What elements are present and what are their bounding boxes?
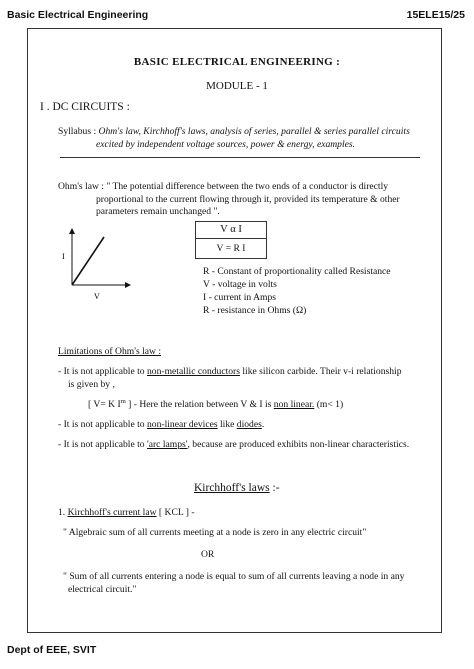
limitation-item-1: [58, 366, 402, 377]
limitation-item-1-line2: is given by ,: [68, 379, 115, 390]
nonlinear-formula: [88, 398, 343, 410]
kirchhoff-heading-suffix: :-: [269, 482, 280, 494]
vi-graph: [58, 223, 138, 303]
limitation-text: like silicon carbide. Their v-i relationship: [239, 366, 402, 377]
limitation-emphasis: 'arc lamps': [147, 439, 188, 450]
kcl-heading: [58, 507, 195, 518]
kirchhoff-heading: [194, 482, 280, 494]
module-heading: MODULE - 1: [206, 80, 268, 92]
ohms-law-line2: proportional to the current flowing through it, provided its temperature & other: [96, 194, 400, 205]
syllabus-text: Ohm's law, Kirchhoff's laws, analysis of series, parallel & series parallel circuits: [98, 126, 410, 137]
limitation-text: - It is not applicable to: [58, 439, 147, 450]
limitation-item-3: [58, 439, 409, 450]
ohms-law-line3: parameters remain unchanged ".: [96, 206, 220, 217]
formula-exponent: m: [120, 398, 126, 405]
graph-x-label: V: [94, 292, 100, 301]
vi-line: [72, 237, 104, 285]
definition-item: I - current in Amps: [203, 292, 277, 303]
limitation-text: .: [261, 419, 265, 430]
kcl-statement-2-line1: " Sum of all currents entering a node is equal to sum of all currents leaving a node in any: [63, 571, 405, 582]
document-title: BASIC ELECTRICAL ENGINEERING :: [133, 56, 341, 68]
kcl-number: 1.: [58, 507, 68, 518]
limitation-text: - It is not applicable to: [58, 419, 147, 430]
kcl-statement-2-line2: electrical circuit.": [68, 584, 137, 595]
or-separator: OR: [201, 549, 215, 560]
ohms-formula-box: [195, 221, 267, 259]
limitation-emphasis: non-metallic conductors: [147, 366, 240, 377]
limitation-item-2: [58, 419, 264, 430]
formula-text: (m< 1): [314, 399, 344, 411]
limitation-emphasis: non-linear devices: [147, 419, 218, 430]
limitation-text: like: [217, 419, 237, 430]
ohms-law-line1: Ohm's law : " The potential difference between the two ends of a conductor is directly: [58, 181, 389, 192]
formula-proportional: V α I: [220, 224, 242, 235]
syllabus-label: Syllabus :: [58, 126, 99, 137]
section-heading: I . DC CIRCUITS :: [40, 101, 130, 113]
page-frame: [27, 28, 442, 633]
definition-item: R - Constant of proportionality called Resistance: [203, 266, 391, 277]
kcl-statement-1: " Algebraic sum of all currents meeting at a node is zero in any electric circuit": [63, 527, 367, 538]
limitation-text: , because are produced exhibits non-linear characteristics.: [187, 439, 410, 450]
syllabus-line1: [58, 126, 410, 137]
header-left: Basic Electrical Engineering: [7, 9, 149, 21]
definition-item: R - resistance in Ohms (Ω): [203, 305, 307, 316]
graph-y-label: I: [62, 252, 65, 261]
formula-equation: V = R I: [216, 243, 246, 254]
formula-emphasis: non linear.: [273, 399, 315, 411]
kirchhoff-heading-text: Kirchhoff's laws: [194, 482, 270, 494]
limitation-emphasis: diodes: [236, 419, 262, 430]
syllabus-line2: excited by independent voltage sources, power & energy, examples.: [96, 139, 356, 150]
header-right: 15ELE15/25: [406, 9, 465, 21]
limitations-heading: Limitations of Ohm's law :: [58, 346, 161, 357]
divider: [60, 157, 420, 158]
kcl-suffix: [ KCL ] -: [156, 507, 195, 518]
formula-text: [ V= K I: [88, 399, 121, 411]
kcl-label: Kirchhoff's current law: [67, 507, 157, 518]
limitation-text: - It is not applicable to: [58, 366, 147, 377]
definition-item: V - voltage in volts: [203, 279, 277, 290]
formula-text: ] - Here the relation between V & I is: [125, 399, 274, 411]
footer-text: Dept of EEE, SVIT: [7, 644, 97, 656]
